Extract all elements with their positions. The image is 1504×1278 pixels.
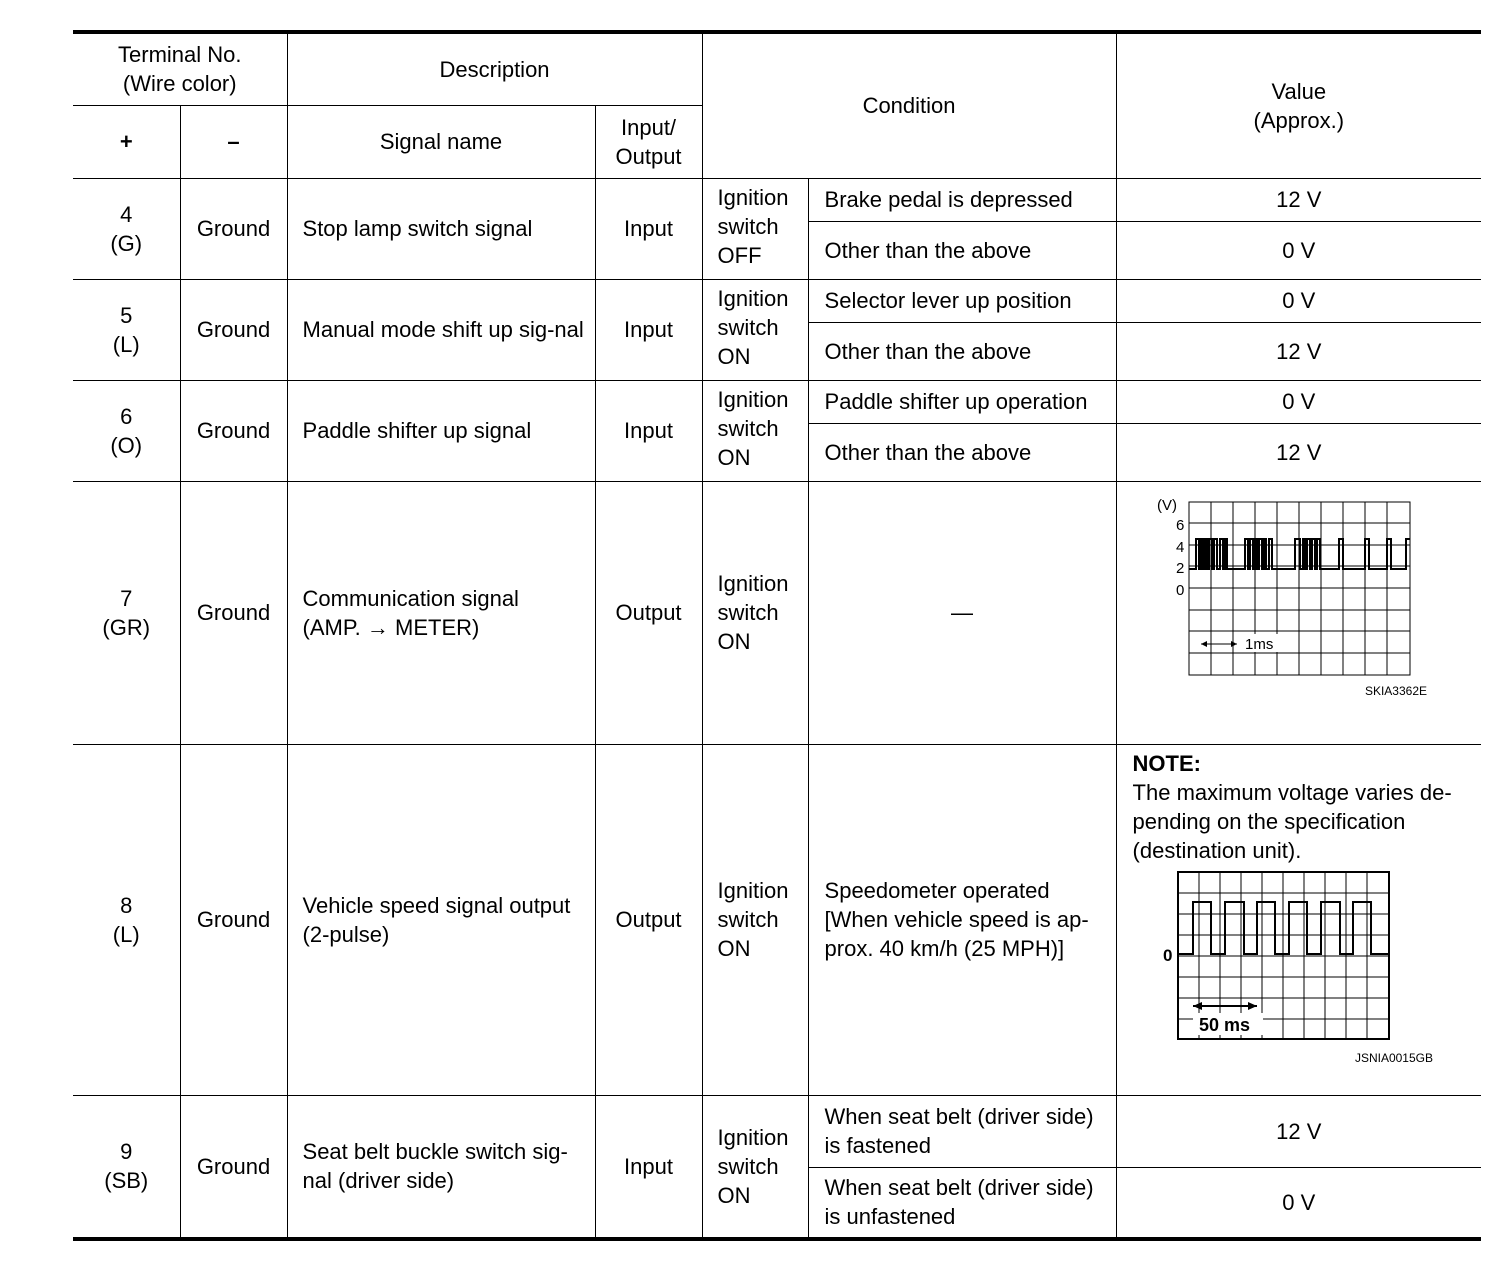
- note-line: (destination unit).: [1132, 837, 1302, 863]
- table-row: [73, 279, 1481, 322]
- terminal-cell: 5 (L): [73, 279, 180, 380]
- terminal-cell: 9 (SB): [73, 1095, 180, 1239]
- value-cell: 0 V: [1116, 1167, 1481, 1239]
- ground-cell: Ground: [180, 1095, 287, 1239]
- value-cell: 0 V: [1116, 380, 1481, 423]
- io-cell: Output: [595, 481, 702, 744]
- condition-cell: When seat belt (driver side) is fastened: [808, 1095, 1116, 1167]
- y-tick-label: 2: [1175, 559, 1184, 577]
- ignition-cell: Ignition switch ON: [702, 1095, 808, 1239]
- communication-waveform-figure: [1117, 482, 1481, 744]
- y-tick-label: 4: [1175, 538, 1184, 556]
- axis-unit-label: (V): [1156, 496, 1177, 514]
- note-title: NOTE:: [1132, 750, 1201, 776]
- condition-cell: Selector lever up position: [808, 279, 1116, 322]
- condition-cell: Paddle shifter up operation: [808, 380, 1116, 423]
- value-header: Value (Approx.): [1116, 32, 1481, 178]
- note-line: The maximum voltage varies de-: [1132, 779, 1452, 805]
- condition-cell: When seat belt (driver side) is unfastened: [808, 1167, 1116, 1239]
- condition-cell: Other than the above: [808, 423, 1116, 481]
- ground-cell: Ground: [180, 744, 287, 1095]
- y-tick-label: 0: [1175, 581, 1184, 599]
- ignition-cell: Ignition switch ON: [702, 744, 808, 1095]
- ground-cell: Ground: [180, 279, 287, 380]
- communication-waveform-trace: [1189, 539, 1410, 569]
- condition-cell: Other than the above: [808, 221, 1116, 279]
- y-tick-label: 6: [1175, 516, 1184, 534]
- value-note-cell: [1116, 744, 1481, 1095]
- ignition-cell: Ignition switch OFF: [702, 178, 808, 279]
- time-scale-label: 1ms: [1244, 635, 1273, 653]
- table-row: [73, 481, 1481, 744]
- ground-cell: Ground: [180, 481, 287, 744]
- description-header: Description: [287, 32, 702, 105]
- ignition-cell: Ignition switch ON: [702, 481, 808, 744]
- terminal-cell: 4 (G): [73, 178, 180, 279]
- signal-name-cell: Vehicle speed signal output (2-pulse): [287, 744, 595, 1095]
- terminal-cell: 7 (GR): [73, 481, 180, 744]
- value-cell: 0 V: [1116, 221, 1481, 279]
- table-row: [73, 178, 1481, 221]
- condition-cell: —: [808, 481, 1116, 744]
- oscilloscope-grid: [1189, 502, 1410, 675]
- value-cell: 0 V: [1116, 279, 1481, 322]
- speed-pulse-waveform-figure: [1117, 870, 1457, 1075]
- io-cell: Output: [595, 744, 702, 1095]
- value-cell: [1116, 481, 1481, 744]
- time-scale-label: 50 ms: [1198, 1014, 1250, 1035]
- ground-cell: Ground: [180, 380, 287, 481]
- signal-name-cell: Stop lamp switch signal: [287, 178, 595, 279]
- signal-name-cell: Manual mode shift up sig-nal: [287, 279, 595, 380]
- input-output-header: Input/ Output: [595, 105, 702, 178]
- condition-cell: Brake pedal is depressed: [808, 178, 1116, 221]
- io-cell: Input: [595, 279, 702, 380]
- ignition-cell: Ignition switch ON: [702, 380, 808, 481]
- value-cell: 12 V: [1116, 423, 1481, 481]
- signal-name-header: Signal name: [287, 105, 595, 178]
- condition-cell: Speedometer operated [When vehicle speed is ap- prox. 40 km/h (25 MPH)]: [808, 744, 1116, 1095]
- zero-label: 0: [1162, 945, 1173, 965]
- time-scale-marker: [1201, 634, 1279, 653]
- figure-id: SKIA3362E: [1364, 683, 1427, 698]
- minus-header: –: [180, 105, 287, 178]
- table-row: [73, 380, 1481, 423]
- table-row: [73, 1095, 1481, 1167]
- table-row: [73, 744, 1481, 1095]
- condition-header: Condition: [702, 32, 1116, 178]
- io-cell: Input: [595, 1095, 702, 1239]
- signal-name-cell: Communication signal (AMP. → METER): [287, 481, 595, 744]
- io-cell: Input: [595, 178, 702, 279]
- signal-name-cell: Seat belt buckle switch sig- nal (driver side): [287, 1095, 595, 1239]
- signal-name-cell: Paddle shifter up signal: [287, 380, 595, 481]
- value-cell: 12 V: [1116, 178, 1481, 221]
- terminal-spec-table: [73, 30, 1481, 1241]
- value-cell: 12 V: [1116, 1095, 1481, 1167]
- condition-cell: Other than the above: [808, 322, 1116, 380]
- note-line: pending on the specification: [1132, 808, 1406, 834]
- value-cell: 12 V: [1116, 322, 1481, 380]
- io-cell: Input: [595, 380, 702, 481]
- figure-id: JSNIA0015GB: [1354, 1050, 1433, 1065]
- plus-header: +: [73, 105, 180, 178]
- terminal-cell: 8 (L): [73, 744, 180, 1095]
- terminal-header: Terminal No. (Wire color): [73, 32, 287, 105]
- time-scale-marker: [1193, 1002, 1263, 1035]
- terminal-cell: 6 (O): [73, 380, 180, 481]
- ground-cell: Ground: [180, 178, 287, 279]
- ignition-cell: Ignition switch ON: [702, 279, 808, 380]
